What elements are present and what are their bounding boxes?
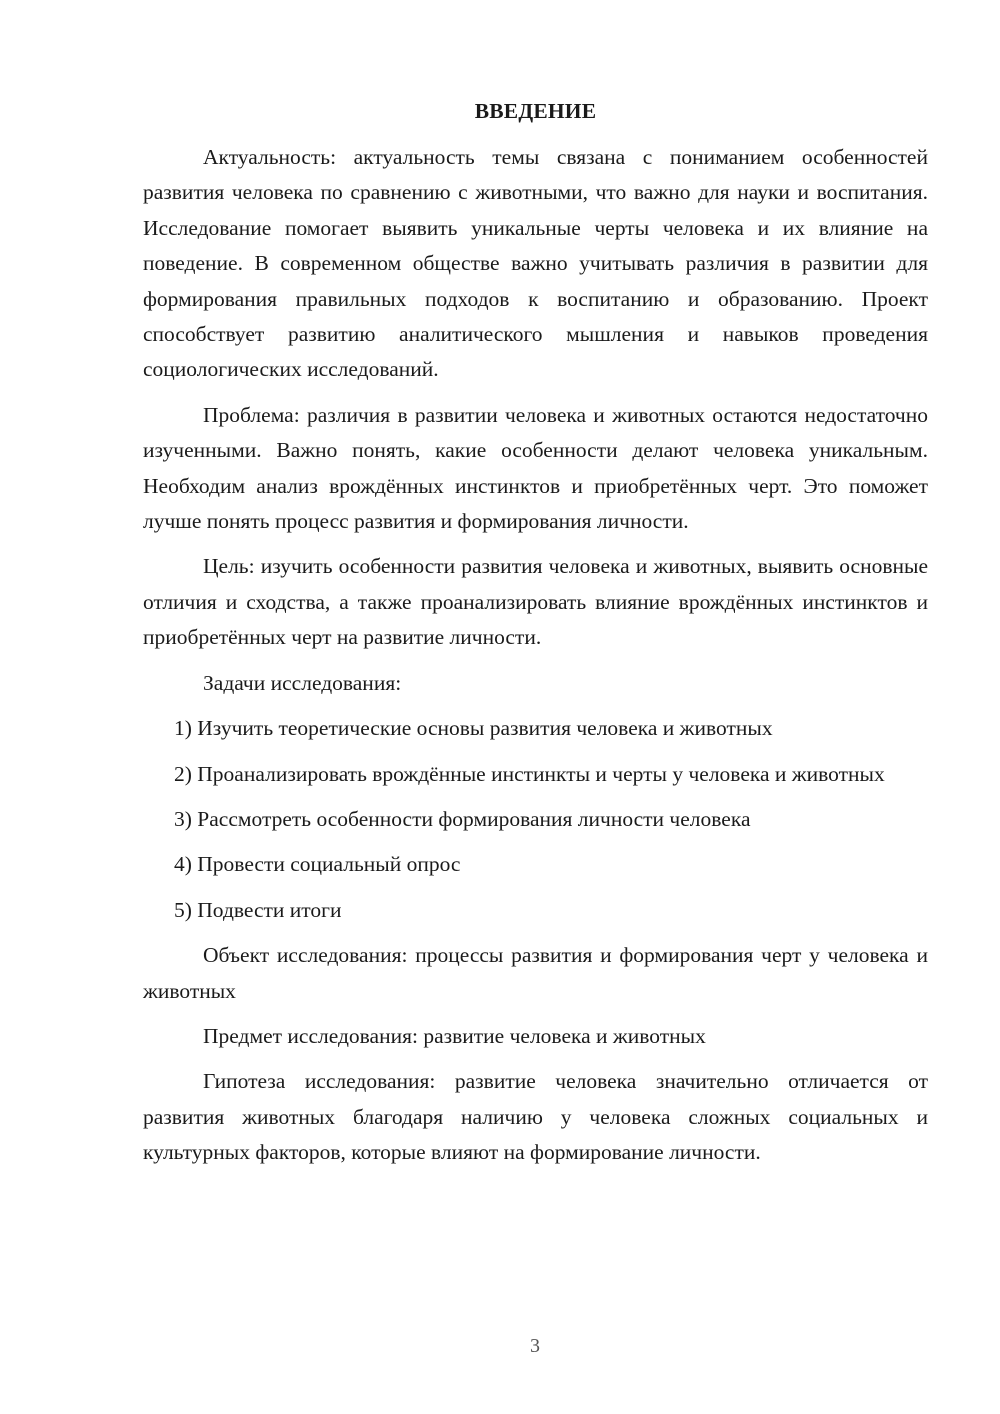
task-item-1: 1) Изучить теоретические основы развития человека и животных [174, 716, 773, 741]
tasks-title: Задачи исследования: [203, 670, 402, 695]
task-item-3: 3) Рассмотреть особенности формирования личности человека [174, 806, 751, 831]
hypothesis-paragraph: Гипотеза исследования: развитие человека значительно отличается от развития животных благодаря наличию у человека сложных социальных и культурных факторов, которые влияют на формирование личности. [143, 1069, 928, 1165]
task-item-4: 4) Провести социальный опрос [174, 852, 461, 877]
subject-paragraph: Предмет исследования: развитие человека и животных [203, 1023, 706, 1048]
goal-paragraph: Цель: изучить особенности развития человека и животных, выявить основные отличия и сходства, а также проанализировать влияние врождённых инстинктов и приобретённых черт на развитие личности. [143, 554, 928, 650]
relevance-paragraph: Актуальность: актуальность темы связана с пониманием особенностей развития человека по сравнению с животными, что важно для науки и воспитания. Исследование помогает выявить уникальные черты человека и их влияние на поведение. В современном обществе важно учитывать различия в развитии для формирования правильных подходов к воспитанию и образованию. Проект способствует развитию аналитического мышления и навыков проведения социологических исследований. [143, 145, 928, 382]
page-content [143, 96, 928, 1181]
problem-paragraph: Проблема: различия в развитии человека и животных остаются недостаточно изученными. Важно понять, какие особенности делают человека уникальным. Необходим анализ врождённых инстинктов и приобретённых черт. Это поможет лучше понять процесс развития и формирования личности. [143, 402, 928, 534]
object-paragraph: Объект исследования: процессы развития и формирования черт у человека и животных [143, 943, 928, 1003]
task-item-2: 2) Проанализировать врождённые инстинкты и черты у человека и животных [174, 761, 885, 786]
section-heading: ВВЕДЕНИЕ [474, 99, 597, 123]
task-item-5: 5) Подвести итоги [174, 897, 342, 922]
page-number: 3 [530, 1335, 540, 1357]
